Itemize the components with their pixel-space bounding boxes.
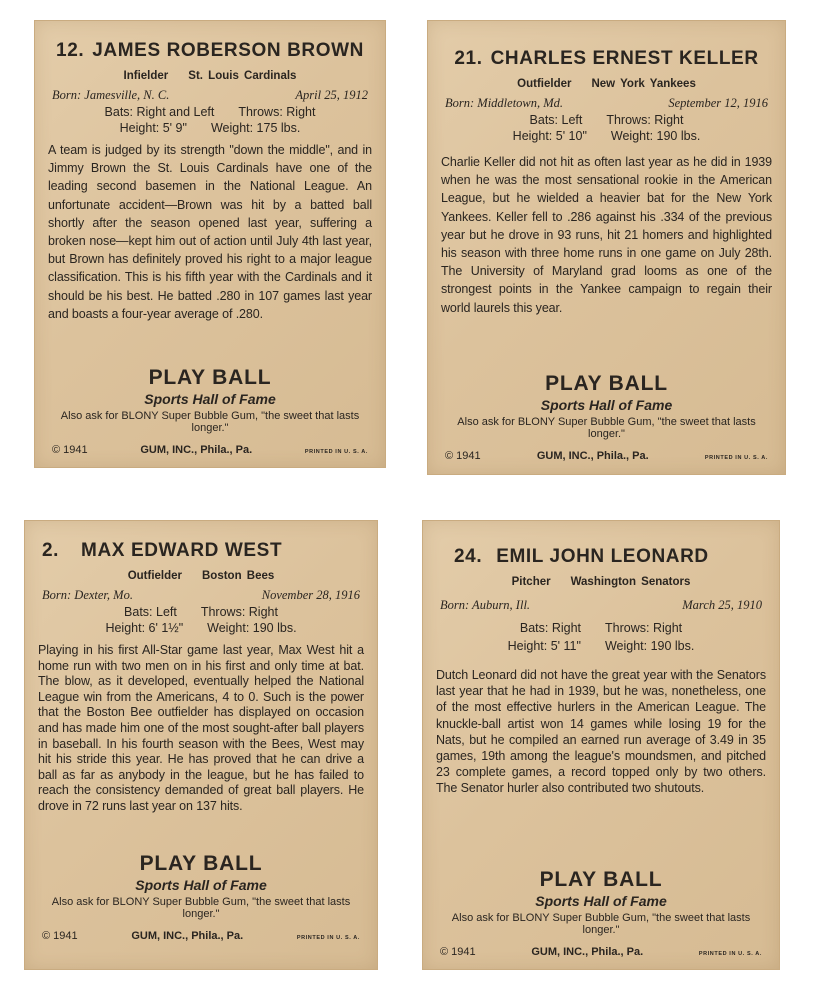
play-ball-heading: PLAY BALL (139, 852, 263, 875)
hall-of-fame-subtitle: Sports Hall of Fame (144, 391, 276, 407)
play-ball-heading: PLAY BALL (148, 366, 272, 389)
birth-date: April 25, 1912 (295, 88, 368, 102)
player-team: Boston Bees (202, 570, 275, 582)
player-position: Outfielder (127, 570, 182, 582)
copyright: © 1941 (445, 450, 481, 462)
card-number: 12. (56, 40, 85, 61)
copyright: © 1941 (52, 444, 88, 456)
birth-info (436, 598, 766, 613)
bats: Bats: Right and Left (104, 105, 215, 119)
height: Height: 5' 11" (507, 639, 581, 653)
height: Height: 5' 10" (512, 129, 587, 143)
player-name: JAMES ROBERSON BROWN (92, 40, 364, 61)
printed-in: PRINTED IN U. S. A. (698, 951, 762, 957)
card-footer (24, 852, 378, 942)
card-title (38, 540, 364, 562)
card-number: 21. (454, 48, 483, 69)
publisher-line (34, 444, 386, 456)
card-leonard (422, 520, 780, 970)
card-title (436, 546, 766, 568)
weight: Weight: 190 lbs. (207, 621, 297, 635)
player-position: Outfielder (517, 78, 572, 90)
position-team (38, 570, 364, 582)
card-brown (34, 20, 386, 468)
player-bio: Dutch Leonard did not have the great year with the Senators last year that he had in 1939, but he was, nonetheless, one of the most effective hurlers in the American League. The knuckle-ball artist won 14 games while losing 19 for the Nats, but he compiled an earned run average of 3.49 in 35 games, 19th among the league's moundsmen, and pitched 23 complete games, a record topped only by two others. The Senator hurler also contributed two shutouts. (436, 668, 766, 796)
weight: Weight: 190 lbs. (604, 639, 695, 653)
publisher: GUM, INC., Phila., Pa. (140, 444, 253, 456)
player-name: MAX EDWARD WEST (81, 540, 283, 561)
height-weight (441, 129, 772, 143)
birth-date: March 25, 1910 (682, 598, 762, 612)
height: Height: 5' 9" (119, 121, 187, 135)
publisher: GUM, INC., Phila., Pa. (131, 930, 244, 942)
bats-throws (436, 621, 766, 635)
player-team: Washington Senators (570, 576, 691, 588)
weight: Weight: 190 lbs. (610, 129, 701, 143)
player-name: CHARLES ERNEST KELLER (490, 48, 759, 69)
card-footer (427, 372, 786, 462)
throws: Throws: Right (606, 113, 684, 127)
card-title (48, 40, 372, 62)
publisher-line (24, 930, 378, 942)
player-team: St. Louis Cardinals (188, 70, 297, 82)
blony-ad: Also ask for BLONY Super Bubble Gum, "the sweet that lasts longer." (60, 410, 360, 434)
player-bio: A team is judged by its strength "down the middle", and in Jimmy Brown the St. Louis Cardinals have one of the leading second basemen in the National League. An unfortunate accident—Brown was hit by a batted ball shortly after the season opened last year, suffering a broken nose—kept him out of action until July 4th last year, but Brown has definitely proved his right to a major league classification. This is his fifth year with the Cardinals and it should be his best. He batted .280 in 107 games last year and boasts a four-year average of .280. (48, 143, 372, 321)
blony-ad: Also ask for BLONY Super Bubble Gum, "the sweet that lasts longer." (457, 416, 756, 440)
blony-ad: Also ask for BLONY Super Bubble Gum, "the sweet that lasts longer." (51, 896, 351, 920)
card-footer (34, 366, 386, 456)
bats-throws (48, 105, 372, 119)
card-keller (427, 20, 786, 475)
birth-place: Born: Middletown, Md. (445, 96, 564, 110)
printed-in: PRINTED IN U. S. A. (304, 449, 368, 455)
blony-ad: Also ask for BLONY Super Bubble Gum, "the sweet that lasts longer." (451, 912, 751, 936)
printed-in: PRINTED IN U. S. A. (296, 935, 360, 941)
publisher: GUM, INC., Phila., Pa. (536, 450, 649, 462)
height-weight (38, 621, 364, 635)
publisher-line (427, 450, 786, 462)
birth-place: Born: Dexter, Mo. (42, 588, 133, 602)
height: Height: 6' 1½" (105, 621, 184, 635)
birth-place: Born: Auburn, Ill. (440, 598, 531, 612)
play-ball-heading: PLAY BALL (545, 372, 668, 395)
birth-place: Born: Jamesville, N. C. (52, 88, 170, 102)
throws: Throws: Right (200, 605, 278, 619)
throws: Throws: Right (605, 621, 683, 635)
card-title (441, 48, 772, 70)
birth-date: September 12, 1916 (668, 96, 768, 110)
player-name: EMIL JOHN LEONARD (496, 546, 709, 567)
birth-info (441, 96, 772, 111)
weight: Weight: 175 lbs. (210, 121, 301, 135)
bats: Bats: Right (519, 621, 582, 635)
birth-date: November 28, 1916 (261, 588, 360, 602)
hall-of-fame-subtitle: Sports Hall of Fame (135, 877, 267, 893)
card-number: 24. (454, 546, 483, 567)
publisher: GUM, INC., Phila., Pa. (531, 946, 644, 958)
height-weight (436, 639, 766, 653)
player-position: Pitcher (511, 576, 551, 588)
bats: Bats: Left (529, 113, 583, 127)
player-bio: Charlie Keller did not hit as often last year as he did in 1939 when he was the most sensational rookie in the American League, but he wielded a heavier bat for the New York Yankees. Keller fell to .286 against his .334 of the previous year but he drove in 93 runs, hit 21 homers and highlighted his season with three home runs in one game on July 28th. The University of Maryland grad looms as one of the strongest points in the Yankee campaign to regain their world laurels this year. (441, 155, 772, 315)
card-footer (422, 868, 780, 958)
card-west (24, 520, 378, 970)
position-team (48, 70, 372, 82)
card-number: 2. (42, 540, 60, 561)
position-team (441, 78, 772, 90)
bats-throws (38, 605, 364, 619)
hall-of-fame-subtitle: Sports Hall of Fame (540, 397, 673, 413)
copyright: © 1941 (440, 946, 476, 958)
player-bio: Playing in his first All-Star game last year, Max West hit a home run with two men on in his first and only time at bat. The blow, as it developed, eventually helped the National League win from the Americans, 4 to 0. Such is the power that the Boston Bee outfielder has displayed on occasion and has made him one of the most sought-after ball players in baseball. In his fourth season with the Bees, West may hit his stride this year. He has proved that he can drive a ball as far as anybody in the league, but he has failed to reach the consistency demanded of great ball players. He drove in 72 runs last year on 137 hits. (38, 643, 364, 813)
bats: Bats: Left (124, 605, 177, 619)
player-team: New York Yankees (591, 78, 696, 90)
throws: Throws: Right (238, 105, 316, 119)
play-ball-heading: PLAY BALL (539, 868, 663, 891)
hall-of-fame-subtitle: Sports Hall of Fame (535, 893, 667, 909)
player-position: Infielder (123, 70, 169, 82)
copyright: © 1941 (42, 930, 78, 942)
height-weight (48, 121, 372, 135)
bats-throws (441, 113, 772, 127)
printed-in: PRINTED IN U. S. A. (704, 455, 768, 461)
publisher-line (422, 946, 780, 958)
position-team (436, 576, 766, 588)
birth-info (38, 588, 364, 603)
birth-info (48, 88, 372, 103)
